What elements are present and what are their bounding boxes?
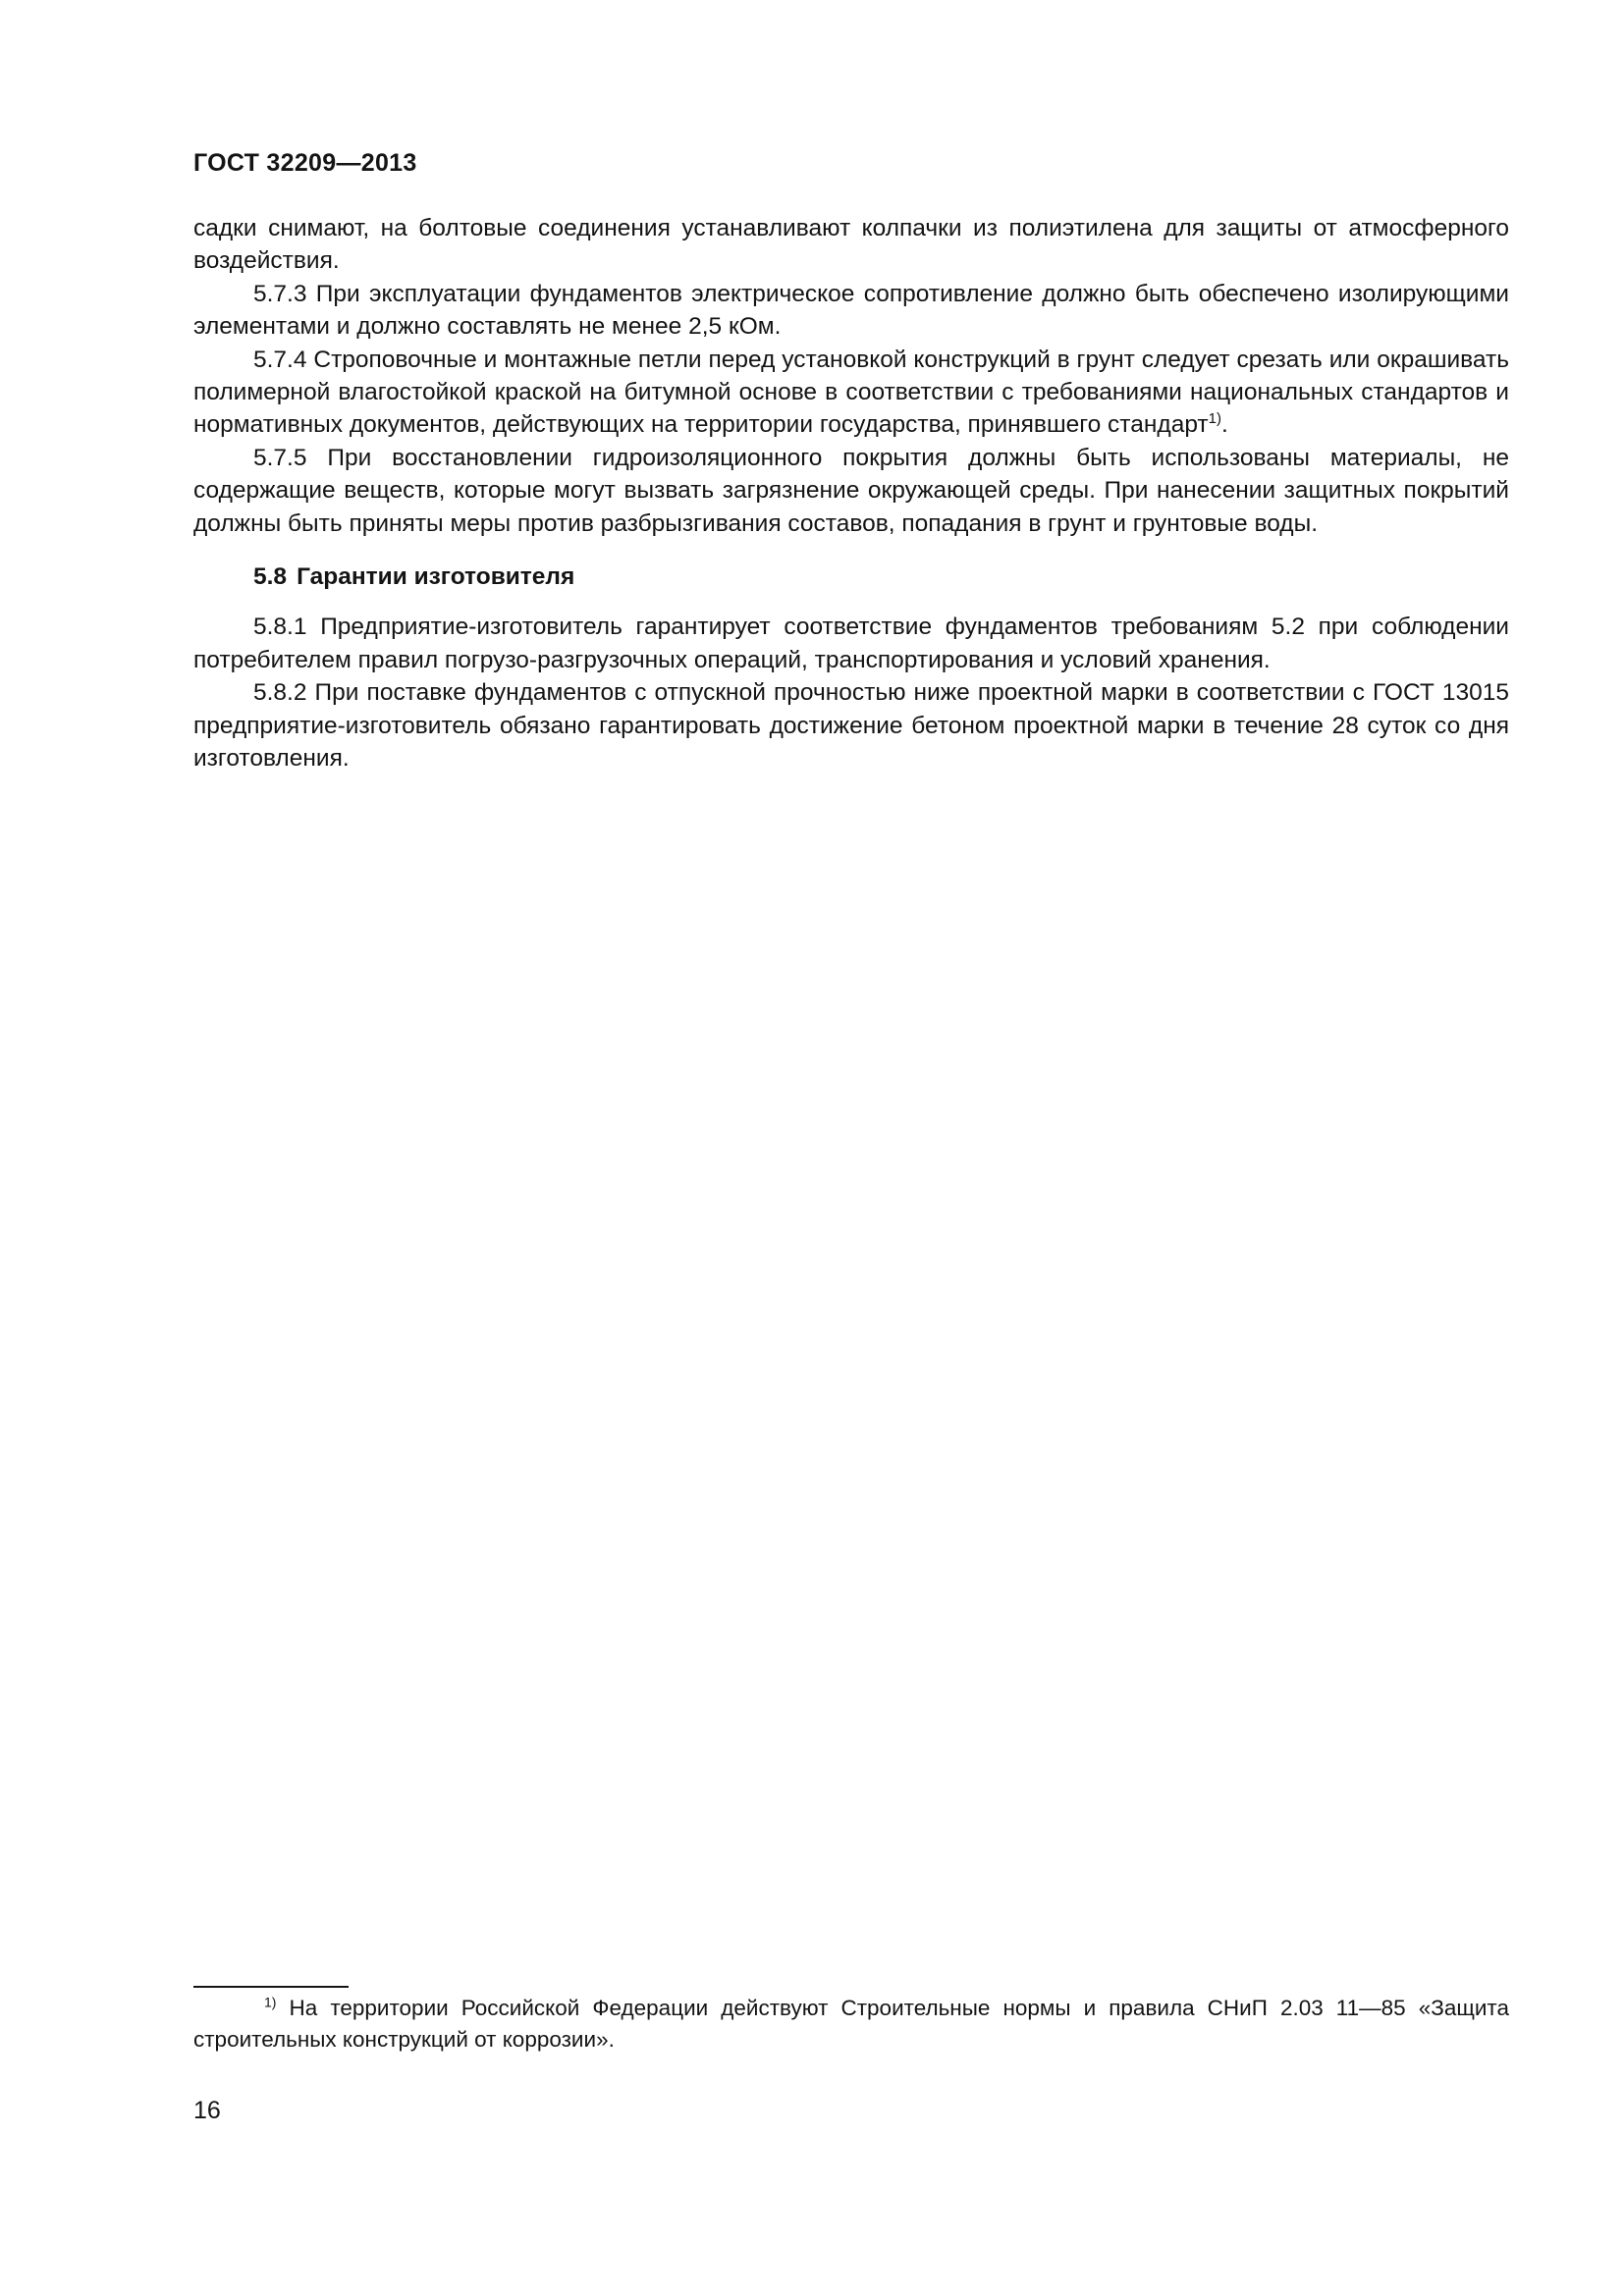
section-heading-5-8 — [193, 561, 1509, 593]
paragraph-5-7-4-text: 5.7.4 Строповочные и монтажные петли перед установкой конструкций в грунт следует срезать или окрашивать полимерной влагостойкой краской на битумной основе в соответствии с требованиями национальных стандартов и нормативных документов, действующих на территории государства, принявшего стандарт — [193, 346, 1509, 439]
paragraph-continuation: садки снимают, на болтовые соединения устанавливают колпачки из полиэтилена для защиты от атмосферного воздействия. — [193, 215, 1509, 275]
document-code-header: ГОСТ 32209—2013 — [193, 149, 417, 177]
paragraph-5-7-3: 5.7.3 При эксплуатации фундаментов электрическое сопротивление должно быть обеспечено изолирующими элементами и должно составлять не менее 2,5 кОм. — [193, 280, 1509, 341]
section-title: Гарантии изготовителя — [297, 563, 575, 591]
footnote-reference[interactable]: 1) — [1208, 410, 1221, 428]
paragraph-5-7-5: 5.7.5 При восстановлении гидроизоляционного покрытия должны быть использованы материалы, не содержащие веществ, которые могут вызвать загрязнение окружающей среды. При нанесении защитных покрытий должны быть приняты меры против разбрызгивания составов, попадания в грунт и грунтовые воды. — [193, 444, 1509, 537]
paragraph-5-8-1: 5.8.1 Предприятие-изготовитель гарантирует соответствие фундаментов требованиям 5.2 при соблюдении потребителем правил погрузо-разгрузочных операций, транспортирования и условий хранения. — [193, 614, 1509, 673]
footnote — [193, 1993, 1509, 2055]
footnote-text: На территории Российской Федерации действуют Строительные нормы и правила СНиП 2.03 11—85 «Защита строительных конструкций от коррозии». — [193, 1996, 1509, 2052]
paragraph-5-7-4-end: . — [1221, 411, 1228, 439]
paragraph-5-8-2: 5.8.2 При поставке фундаментов с отпускной прочностью ниже проектной марки в соответствии с ГОСТ 13015 предприятие-изготовитель обязано гарантировать достижение бетоном проектной марки в течение 28 суток со дня изготовления. — [193, 679, 1509, 773]
footnote-mark: 1) — [264, 1994, 277, 2010]
page-number: 16 — [193, 2097, 221, 2124]
body-text — [193, 212, 1509, 775]
paragraph-5-7-4 — [193, 344, 1509, 442]
footnote-divider — [193, 1986, 349, 1988]
section-number: 5.8 — [253, 563, 288, 591]
